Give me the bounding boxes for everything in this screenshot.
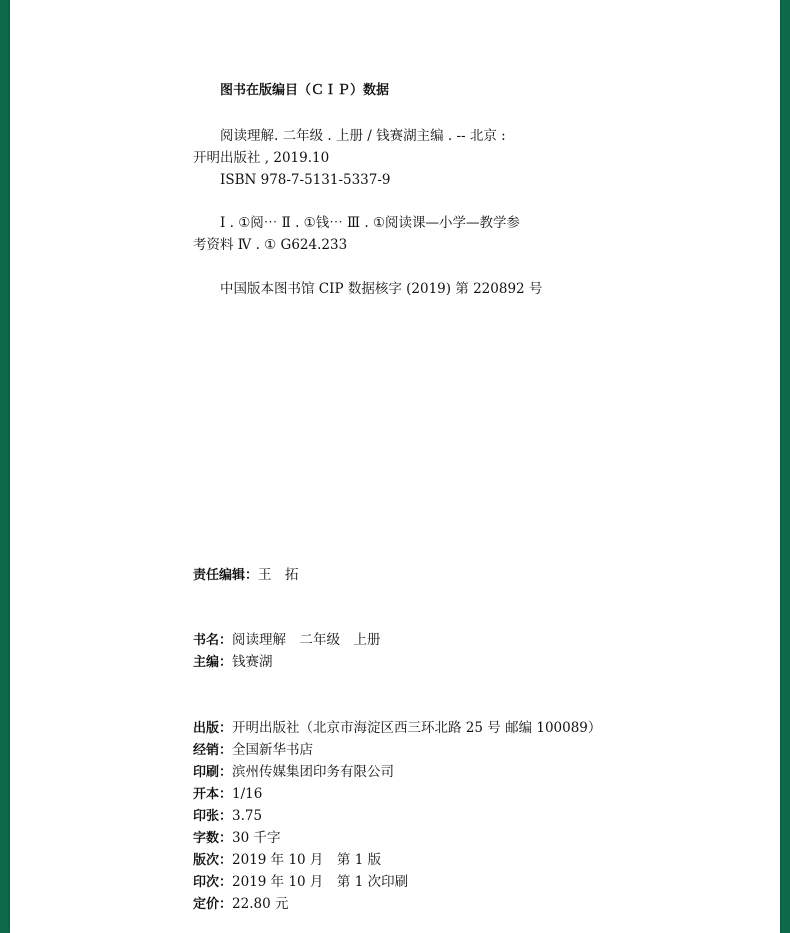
publisher-value: 开明出版社（北京市海淀区西三环北路 25 号 邮编 100089） [232,720,602,736]
distributor-value: 全国新华书店 [232,742,314,758]
price-value: 22.80 元 [232,896,289,912]
sheets-row [193,807,262,826]
printer-value: 滨州传媒集团印务有限公司 [232,764,395,780]
chief-editor-value: 钱赛湖 [232,654,273,670]
cip-classification-1: Ⅰ . ①阅⋯ Ⅱ . ①钱⋯ Ⅲ . ①阅读课—小学—教学参 [220,215,521,231]
price-label: 定价： [193,897,233,912]
printing-row [193,873,408,892]
editor-value: 王 拓 [258,567,299,583]
book-title-row [193,631,381,650]
distributor-row [193,741,313,760]
edition-label: 版次： [193,853,233,868]
cip-line-2: 开明出版社 , 2019.10 [193,150,330,166]
price-row [193,895,288,914]
book-title-value: 阅读理解 二年级 上册 [232,632,381,648]
format-label: 开本： [193,787,233,802]
publisher-label: 出版： [193,721,233,736]
book-title-label: 书名： [193,633,233,648]
cip-title: 图书在版编目（ＣＩＰ）数据 [220,83,390,98]
sheets-label: 印张： [193,809,233,824]
chief-editor-label: 主编： [193,655,233,670]
editor-row [193,566,299,585]
copyright-page [10,0,780,933]
format-value: 1/16 [232,786,263,802]
printer-label: 印刷： [193,765,233,780]
publisher-row [193,719,601,738]
word-count-value: 30 千字 [232,830,281,846]
printer-row [193,763,394,782]
cip-record-number: 中国版本图书馆 CIP 数据核字 (2019) 第 220892 号 [220,281,543,297]
word-count-label: 字数： [193,831,233,846]
cip-line-1: 阅读理解. 二年级 . 上册 / 钱赛湖主编 . -- 北京 : [220,128,506,144]
chief-editor-row [193,653,273,672]
sheets-value: 3.75 [232,808,263,824]
editor-label: 责任编辑： [193,568,259,583]
word-count-row [193,829,281,848]
distributor-label: 经销： [193,743,233,758]
cip-isbn: ISBN 978-7-5131-5337-9 [220,172,391,188]
printing-value: 2019 年 10 月 第 1 次印刷 [232,874,409,890]
printing-label: 印次： [193,875,233,890]
edition-value: 2019 年 10 月 第 1 版 [232,852,382,868]
edition-row [193,851,381,870]
format-row [193,785,262,804]
cip-classification-2: 考资料 Ⅳ . ① G624.233 [193,237,348,253]
